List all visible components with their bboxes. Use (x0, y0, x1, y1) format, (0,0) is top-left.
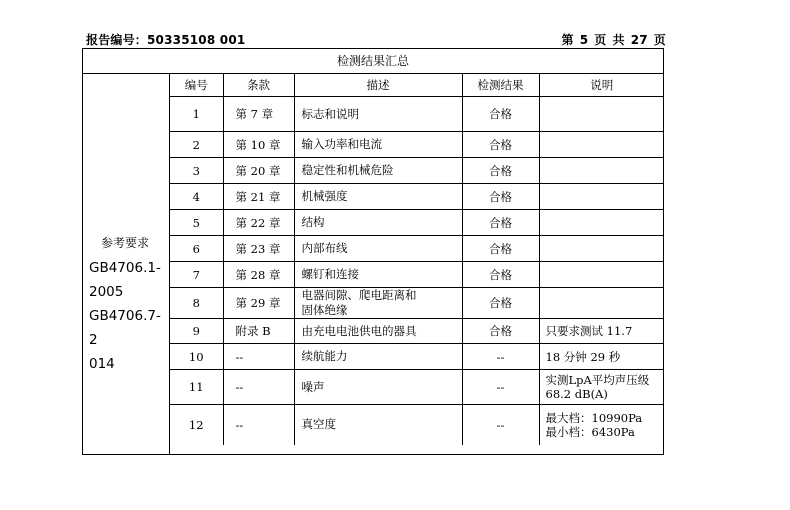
column-header-no: 编号 (170, 74, 223, 97)
row-description (294, 184, 462, 210)
row-result: 合格 (462, 288, 539, 319)
description-line: 续航能力 (301, 349, 348, 363)
row-note (539, 184, 664, 210)
table-row (170, 158, 664, 184)
row-description (294, 405, 462, 445)
note-line: 最小档：6430Pa (545, 424, 635, 439)
note-line: 实测LpA平均声压级 (545, 373, 650, 387)
row-clause: 第 29 章 (223, 288, 294, 319)
row-number: 9 (170, 319, 223, 344)
row-result: 合格 (462, 97, 539, 132)
row-description (294, 158, 462, 184)
results-summary-table (82, 48, 664, 455)
row-clause: -- (223, 370, 294, 405)
description-line: 机械强度 (301, 189, 348, 203)
column-header-note: 说明 (539, 74, 664, 97)
row-result: 合格 (462, 319, 539, 344)
row-clause: 第 22 章 (223, 210, 294, 236)
row-clause: -- (223, 344, 294, 370)
table-row (170, 370, 664, 405)
table-row (170, 262, 664, 288)
row-note (539, 210, 664, 236)
row-number: 8 (170, 288, 223, 319)
description-line: 固体绝缘 (301, 303, 348, 317)
page-total: 27 (630, 33, 648, 47)
note-line: 最大档：10990Pa (545, 410, 643, 425)
row-number: 3 (170, 158, 223, 184)
row-number: 10 (170, 344, 223, 370)
description-line: 螺钉和连接 (301, 267, 359, 281)
description-line: 稳定性和机械危险 (301, 163, 394, 177)
description-line: 结构 (301, 215, 325, 229)
reference-standards (89, 256, 169, 376)
row-clause: 第 10 章 (223, 132, 294, 158)
description-line: 噪声 (301, 379, 325, 394)
page-prefix: 第 (561, 33, 574, 47)
row-note (539, 158, 664, 184)
page-suffix: 页 (653, 33, 666, 47)
column-header-description: 描述 (294, 74, 462, 97)
row-result: 合格 (462, 132, 539, 158)
results-grid (170, 74, 664, 445)
row-description (294, 132, 462, 158)
row-description (294, 210, 462, 236)
row-result: -- (462, 344, 539, 370)
row-description (294, 262, 462, 288)
row-number: 4 (170, 184, 223, 210)
row-note (539, 288, 664, 319)
table-row (170, 288, 664, 319)
description-line: 标志和说明 (301, 106, 359, 121)
description-line: 电器间隙、爬电距离和 (301, 288, 417, 302)
reference-standard-line: GB4706.7-2 (89, 308, 161, 348)
reference-standard-line: 2005 (89, 284, 124, 300)
page-indicator (562, 31, 666, 48)
description-line: 真空度 (301, 417, 336, 432)
row-clause: 附录 B (223, 319, 294, 344)
description-line: 输入功率和电流 (301, 137, 382, 151)
reference-standard-line: 014 (89, 356, 115, 372)
row-clause: 第 28 章 (223, 262, 294, 288)
note-line: 68.2 dB(A) (545, 387, 608, 401)
row-result: 合格 (462, 158, 539, 184)
row-clause: -- (223, 405, 294, 445)
row-note (539, 319, 664, 344)
row-note (539, 344, 664, 370)
table-row (170, 210, 664, 236)
row-note (539, 97, 664, 132)
row-result: -- (462, 370, 539, 405)
row-result: 合格 (462, 184, 539, 210)
row-description (294, 288, 462, 319)
column-header-clause: 条款 (223, 74, 294, 97)
page-mid: 页 (594, 33, 607, 47)
table-row (170, 184, 664, 210)
row-description (294, 319, 462, 344)
column-header-result: 检测结果 (462, 74, 539, 97)
description-line: 由充电电池供电的器具 (301, 323, 417, 338)
table-title: 检测结果汇总 (83, 49, 663, 74)
reference-standard-line: GB4706.1- (89, 260, 161, 276)
row-result: 合格 (462, 262, 539, 288)
note-line: 18 分钟 29 秒 (545, 349, 621, 364)
row-note (539, 132, 664, 158)
row-note (539, 370, 664, 405)
note-line: 只要求测试 11.7 (545, 324, 633, 338)
reference-label: 参考要求 (101, 236, 150, 250)
row-description (294, 236, 462, 262)
row-number: 11 (170, 370, 223, 405)
description-line: 内部布线 (301, 241, 348, 255)
row-description (294, 97, 462, 132)
row-description (294, 344, 462, 370)
table-row (170, 319, 664, 344)
row-note (539, 236, 664, 262)
table-row (170, 344, 664, 370)
row-number: 12 (170, 405, 223, 445)
report-number: 报告编号：50335108 001 (86, 33, 246, 47)
table-row (170, 132, 664, 158)
row-note (539, 405, 664, 445)
header-row (170, 74, 664, 97)
table-row (170, 97, 664, 132)
row-number: 7 (170, 262, 223, 288)
table-row (170, 236, 664, 262)
row-description (294, 370, 462, 405)
row-clause: 第 7 章 (223, 97, 294, 132)
row-result: 合格 (462, 210, 539, 236)
row-number: 1 (170, 97, 223, 132)
row-number: 6 (170, 236, 223, 262)
row-result: 合格 (462, 236, 539, 262)
page-total-prefix: 共 (612, 33, 625, 47)
page-number: 5 (579, 33, 589, 47)
table-row (170, 405, 664, 445)
reference-requirements-cell (83, 74, 170, 454)
row-result: -- (462, 405, 539, 445)
row-clause: 第 21 章 (223, 184, 294, 210)
row-clause: 第 23 章 (223, 236, 294, 262)
row-number: 5 (170, 210, 223, 236)
row-clause: 第 20 章 (223, 158, 294, 184)
row-note (539, 262, 664, 288)
row-number: 2 (170, 132, 223, 158)
